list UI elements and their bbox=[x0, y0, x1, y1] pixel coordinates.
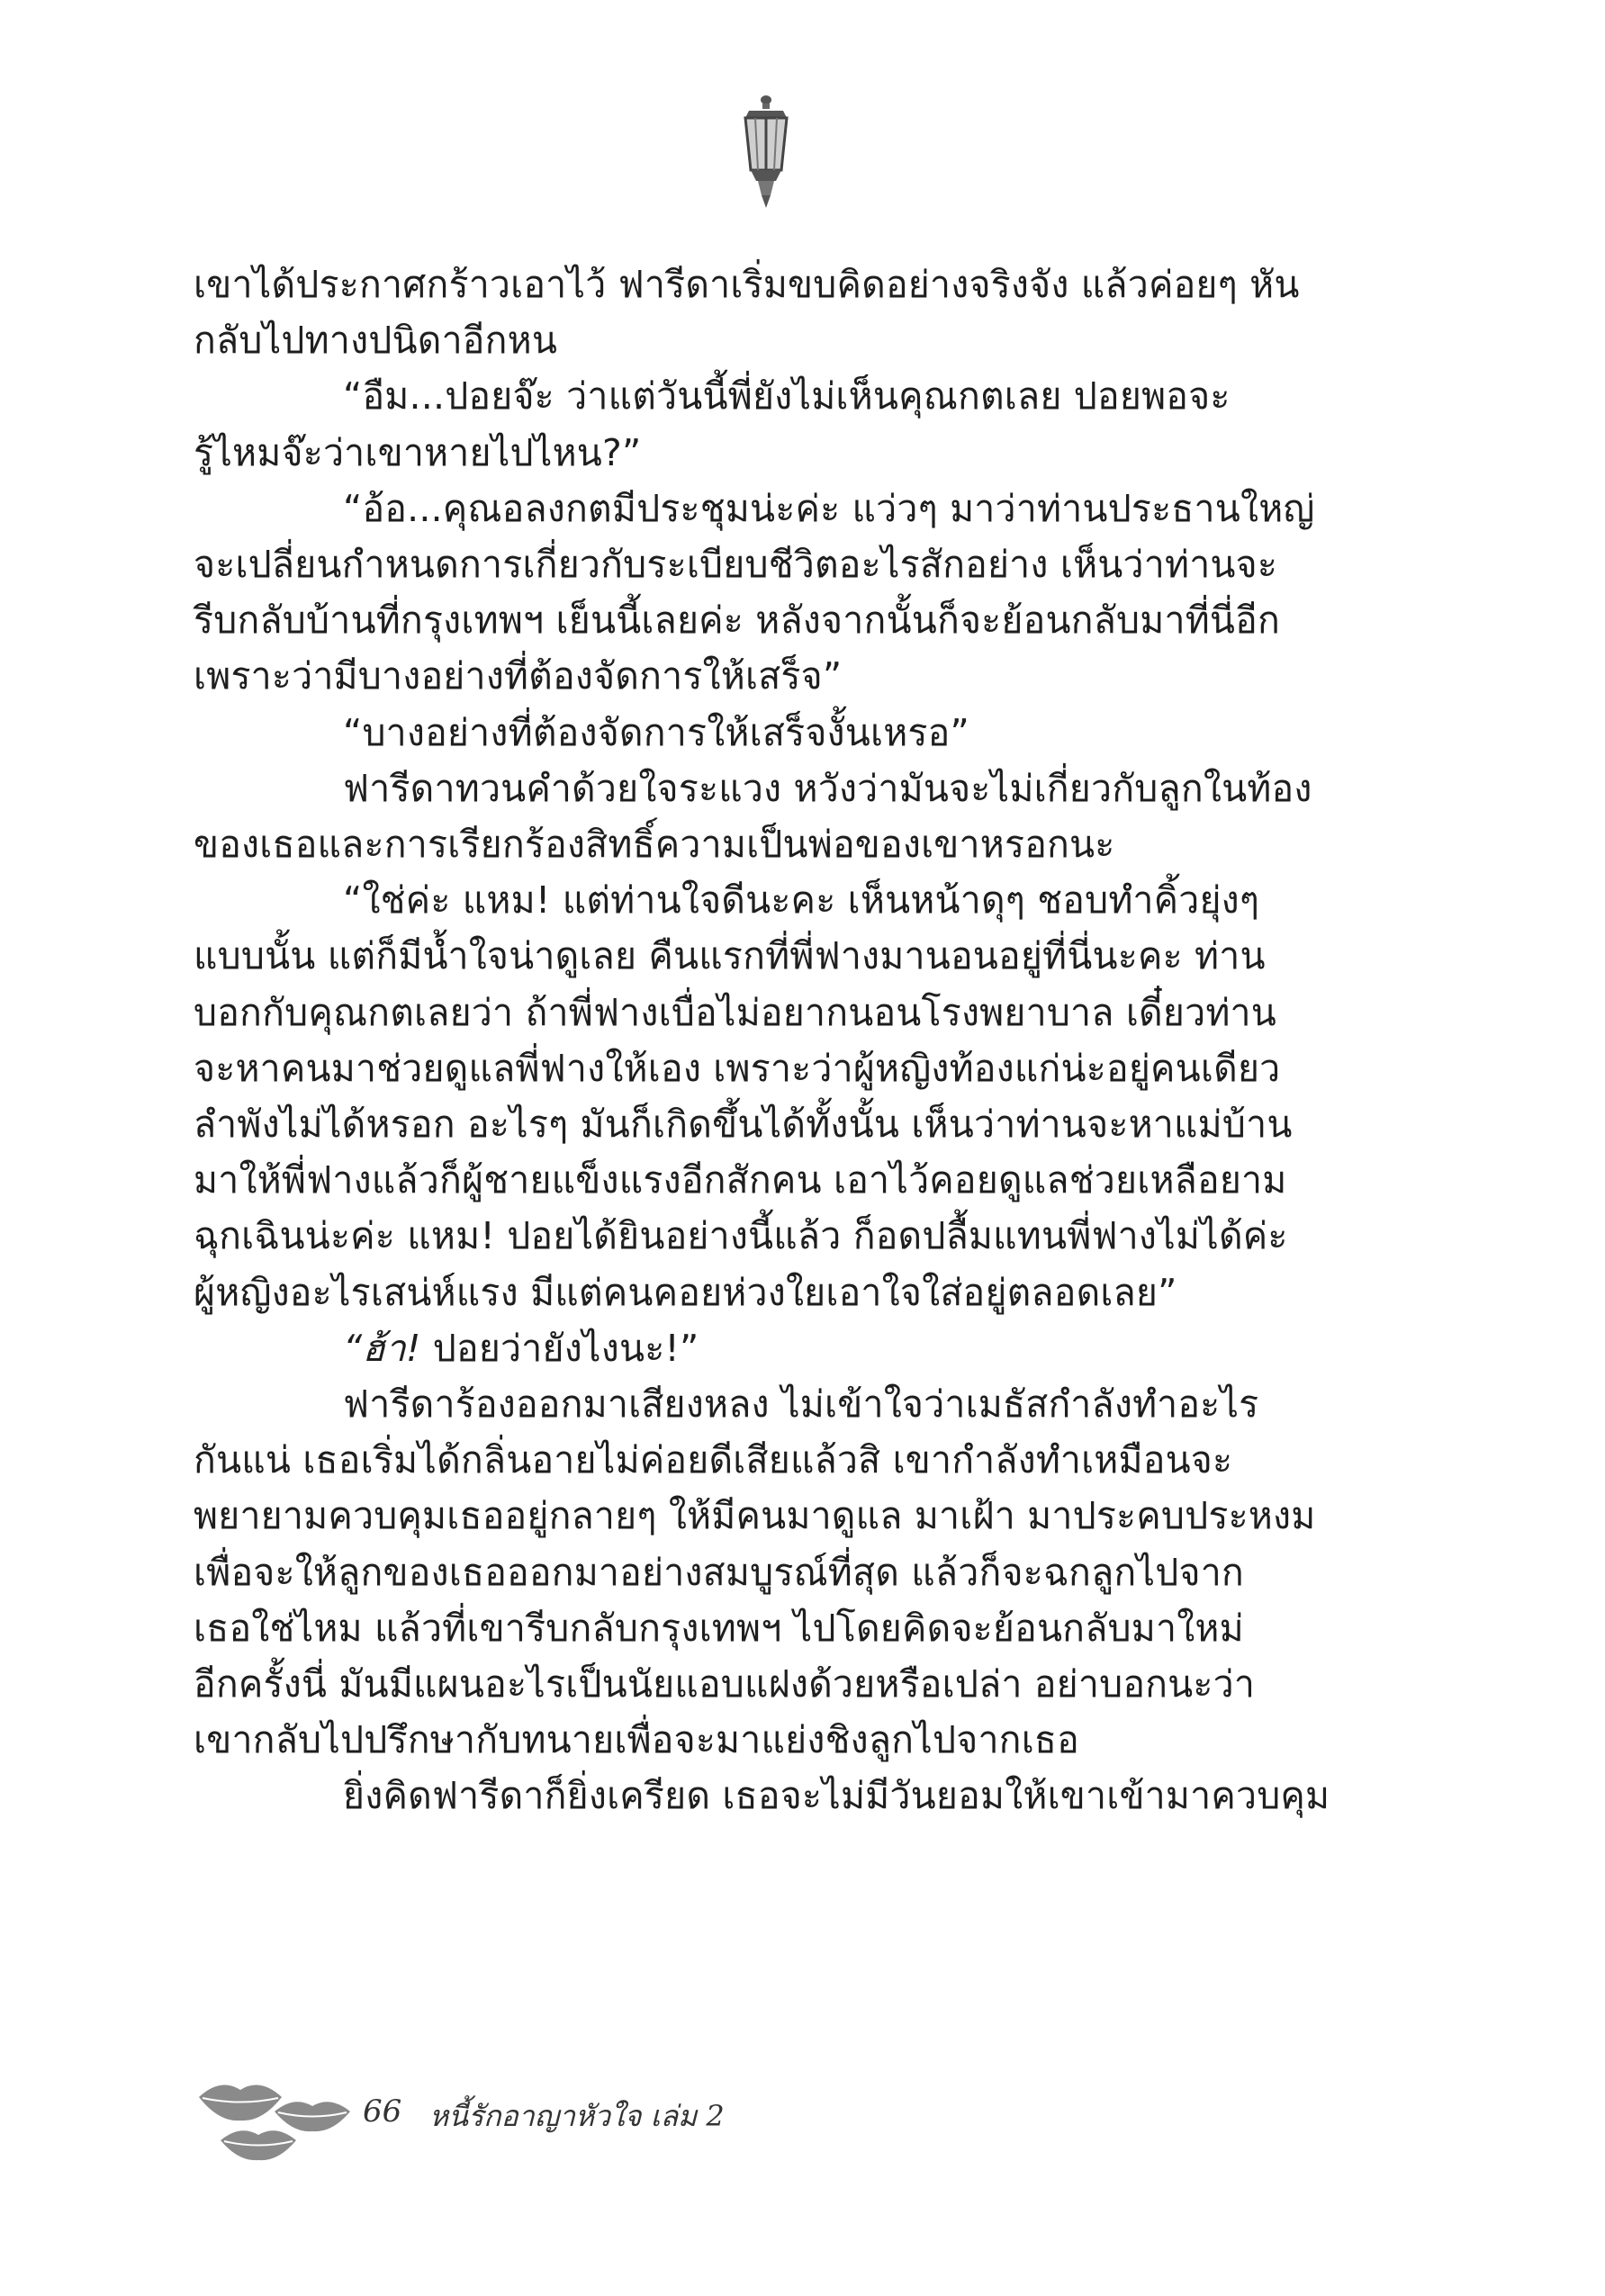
text-line bbox=[194, 536, 1277, 592]
line-text: ฉุกเฉินน่ะค่ะ แหม! ปอยได้ยินอย่างนี้แล้ว ก็อดปลื้มแทนพี่ฟางไม่ได้ค่ะ bbox=[194, 1214, 1288, 1257]
lantern-ornament-icon bbox=[736, 95, 796, 210]
line-text: ของเธอและการเรียกร้องสิทธิ์ความเป็นพ่อของเขาหรอกนะ bbox=[194, 823, 1115, 866]
text-line bbox=[194, 985, 1276, 1040]
page-footer bbox=[194, 2070, 824, 2169]
text-line bbox=[194, 1544, 1244, 1600]
text-line bbox=[194, 1600, 1244, 1656]
text-line bbox=[194, 1656, 1255, 1712]
text-line bbox=[194, 1208, 1288, 1264]
text-line bbox=[194, 1096, 1293, 1152]
line-text: ฟารีดาทวนคำด้วยใจระแวง หวังว่ามันจะไม่เกี่ยวกับลูกในท้อง bbox=[343, 767, 1312, 810]
line-text: ผู้หญิงอะไรเสน่ห์แรง มีแต่คนคอยห่วงใยเอาใจใส่อยู่ตลอดเลย” bbox=[194, 1271, 1177, 1314]
line-text: “ใช่ค่ะ แหม! แต่ท่านใจดีนะคะ เห็นหน้าดุๆ ชอบทำคิ้วยุ่งๆ bbox=[343, 878, 1260, 922]
text-line bbox=[194, 648, 842, 704]
text-line bbox=[194, 928, 1266, 984]
text-line bbox=[194, 1152, 1287, 1208]
line-text: รีบกลับบ้านที่กรุงเทพฯ เย็นนี้เลยค่ะ หลังจากนั้นก็จะย้อนกลับมาที่นี่อีก bbox=[194, 599, 1281, 642]
text-line bbox=[343, 1320, 699, 1376]
emphasis-text: “ฮ้า! bbox=[343, 1327, 421, 1370]
text-line bbox=[194, 1712, 1079, 1768]
line-text: เขาได้ประกาศกร้าวเอาไว้ ฟารีดาเริ่มขบคิดอย่างจริงจัง แล้วค่อยๆ หัน bbox=[194, 263, 1300, 306]
text-line bbox=[194, 816, 1115, 872]
text-line bbox=[194, 1040, 1280, 1096]
text-line bbox=[343, 1376, 1258, 1432]
text-line bbox=[194, 312, 557, 368]
line-text: กันแน่ เธอเริ่มได้กลิ่นอายไม่ค่อยดีเสียแล้วสิ เขากำลังทำเหมือนจะ bbox=[194, 1438, 1233, 1481]
line-text: “บางอย่างที่ต้องจัดการให้เสร็จงั้นเหรอ” bbox=[343, 711, 969, 754]
text-line bbox=[194, 1432, 1232, 1488]
line-text: แบบนั้น แต่ก็มีน้ำใจน่าดูเลย คืนแรกที่พี่ฟางมานอนอยู่ที่นี่นะคะ ท่าน bbox=[194, 934, 1266, 977]
text-line bbox=[343, 1768, 1330, 1823]
text-line bbox=[194, 257, 1300, 312]
lips-ornament-icon bbox=[194, 2070, 374, 2169]
line-text: บอกกับคุณกตเลยว่า ถ้าพี่ฟางเบื่อไม่อยากนอนโรงพยาบาล เดี๋ยวท่าน bbox=[194, 991, 1277, 1034]
line-text: อีกครั้งนี่ มันมีแผนอะไรเป็นนัยแอบแฝงด้วยหรือเปล่า อย่าบอกนะว่า bbox=[194, 1662, 1256, 1706]
line-text: เธอใช่ไหม แล้วที่เขารีบกลับกรุงเทพฯ ไปโดยคิดจะย้อนกลับมาใหม่ bbox=[194, 1607, 1244, 1650]
text-line bbox=[343, 705, 969, 761]
page-number: 66 bbox=[363, 2093, 402, 2129]
text-line bbox=[194, 592, 1280, 648]
line-text: รู้ไหมจ๊ะว่าเขาหายไปไหน?” bbox=[194, 431, 642, 474]
line-text: ลำพังไม่ได้หรอก อะไรๆ มันก็เกิดขึ้นได้ทั้งนั้น เห็นว่าท่านจะหาแม่บ้าน bbox=[194, 1103, 1293, 1146]
line-text: ฟารีดาร้องออกมาเสียงหลง ไม่เข้าใจว่าเมธัสกำลังทำอะไร bbox=[343, 1382, 1259, 1426]
line-text: “อ้อ...คุณอลงกตมีประชุมน่ะค่ะ แว่วๆ มาว่าท่านประธานใหญ่ bbox=[343, 487, 1315, 530]
text-line bbox=[194, 1265, 1177, 1320]
text-line bbox=[343, 368, 1231, 424]
line-text: จะหาคนมาช่วยดูแลพี่ฟางให้เอง เพราะว่าผู้หญิงท้องแก่น่ะอยู่คนเดียว bbox=[194, 1047, 1281, 1090]
line-text: พยายามควบคุมเธออยู่กลายๆ ให้มีคนมาดูแล มาเฝ้า มาประคบประหงม bbox=[194, 1494, 1316, 1537]
line-text: ปอยว่ายังไงนะ!” bbox=[432, 1327, 699, 1370]
book-title: หนี้รักอาญาหัวใจ เล่ม 2 bbox=[429, 2099, 725, 2133]
line-text: เขากลับไปปรึกษากับทนายเพื่อจะมาแย่งชิงลูกไปจากเธอ bbox=[194, 1718, 1079, 1761]
line-text: เพื่อจะให้ลูกของเธอออกมาอย่างสมบูรณ์ที่สุด แล้วก็จะฉกลูกไปจาก bbox=[194, 1551, 1244, 1594]
line-text: ยิ่งคิดฟารีดาก็ยิ่งเครียด เธอจะไม่มีวันยอมให้เขาเข้ามาควบคุม bbox=[343, 1774, 1330, 1817]
line-text: จะเปลี่ยนกำหนดการเกี่ยวกับระเบียบชีวิตอะไรสักอย่าง เห็นว่าท่านจะ bbox=[194, 543, 1278, 586]
text-line bbox=[343, 761, 1312, 816]
text-line bbox=[343, 872, 1259, 928]
line-text: กลับไปทางปนิดาอีกหน bbox=[194, 319, 558, 362]
text-line bbox=[343, 481, 1315, 536]
line-text: “อืม...ปอยจ๊ะ ว่าแต่วันนี้พี่ยังไม่เห็นคุณกตเลย ปอยพอจะ bbox=[343, 374, 1231, 418]
text-line bbox=[194, 425, 641, 481]
text-line bbox=[194, 1488, 1315, 1544]
line-text: มาให้พี่ฟางแล้วก็ผู้ชายแข็งแรงอีกสักคน เอาไว้คอยดูแลช่วยเหลือยาม bbox=[194, 1158, 1287, 1202]
line-text: เพราะว่ามีบางอย่างที่ต้องจัดการให้เสร็จ” bbox=[194, 654, 843, 698]
